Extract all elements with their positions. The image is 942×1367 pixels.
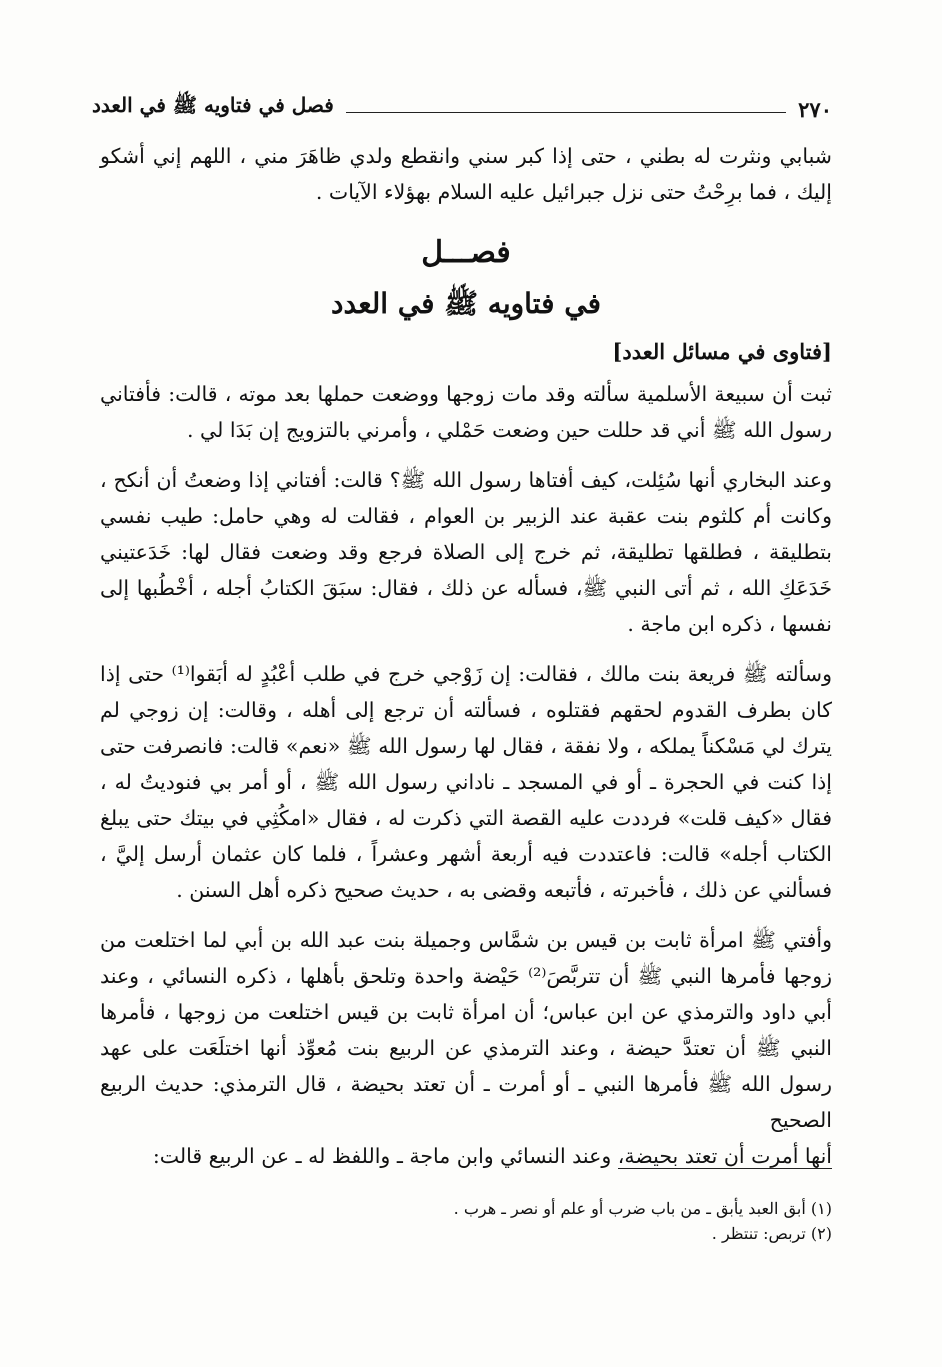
footnote-2: (٢) تربص: تنتظر . <box>711 1224 832 1243</box>
page-body <box>100 138 832 1188</box>
footnote-1: (١) أبق العبد يأبق ـ من باب ضرب أو علم أو نصر ـ هرب . <box>453 1199 832 1218</box>
running-title: فصل في فتاويه ﷺ في العدد <box>92 93 334 117</box>
header-rule <box>346 112 786 113</box>
paragraph-furaya: وسألته ﷺ فريعة بنت مالك ، فقالت: إن زَوْجي خرج في طلب أعْبُدٍ له أبَقوا⁽¹⁾ حتى إذا كان بطرف القدوم لحقهم فقتلوه ، فسألته أن ترجع إلى أهله ، وقالت: إن زوجي لم يترك لي مَسْكناً يملكه ، ولا نفقة ، فقال لها رسول الله ﷺ «نعم» قالت: فانصرفت حتى إذا كنت في الحجرة ـ أو في المسجد ـ ناداني رسول الله ﷺ ، أو أمر بي فنوديتُ له ، فقال «كيف قلت» فرددت عليه القصة التي ذكرت له ، فقال «امكُثِي في بيتك حتى يبلغ الكتاب أجله» قالت: فاعتددت فيه أربعة أشهر وعشراً ، فلما كان عثمان أرسل إليَّ ، فسألني عن ذلك ، فأخبرته ، فأتبعه وقضى به ، حديث صحيح ذكره أهل السنن . <box>100 662 832 902</box>
paragraph-khul-main: وأفتي ﷺ امرأة ثابت بن قيس بن شمَّاس وجميلة بنت عبد الله بن أبي لما اختلعت من زوجها فأمرها النبي ﷺ أن تتربَّصَ⁽²⁾ حَيْضة واحدة وتلحق بأهلها ، ذكره النسائي ، وعند أبي داود والترمذي عن ابن عباس؛ أن امرأة ثابت بن قيس اختلعت من زوجها ، فأمرها النبي ﷺ أن تعتدَّ حيضة ، وعند الترمذي عن الربيع بنت مُعوِّذ أنها اختلَعَت على عهد رسول الله ﷺ فأمرها النبي ـ أو أمرت ـ أن تعتد بحيضة ، قال الترمذي: حديث الربيع الصحيح <box>100 928 832 1132</box>
section-label: فصـــل <box>421 235 511 270</box>
paragraph-continuation: شبابي ونثرت له بطني ، حتى إذا كبر سني وانقطع ولدي ظاهَرَ مني ، اللهم إني أشكو إليك ، فما برِحْتُ حتى نزل جبرائيل عليه السلام بهؤلاء الآيات . <box>100 144 832 204</box>
paragraph-khul-tail: وعند النسائي وابن ماجة ـ واللفظ له ـ عن الربيع قالت: <box>152 1144 618 1168</box>
page-header <box>92 88 832 122</box>
footnotes <box>100 1196 832 1246</box>
subheading: [فتاوى في مسائل العدد] <box>612 339 832 364</box>
underlined-phrase: أنها أمرت أن تعتد بحيضة، <box>617 1144 832 1168</box>
section-title: في فتاويه ﷺ في العدد <box>331 287 601 320</box>
paragraph-subaya: ثبت أن سبيعة الأسلمية سألته وقد مات زوجها ووضعت حملها بعد موته ، قالت: فأفتاني رسول الله ﷺ أني قد حللت حين وضعت حَمْلي ، وأمرني بالتزويج إن بَدَا لي . <box>100 382 832 442</box>
paragraph-bukhari: وعند البخاري أنها سُئِلت، كيف أفتاها رسول الله ﷺ؟ قالت: أفتاني إذا وضعتُ أن أنكح ، وكانت أم كلثوم بنت عقبة عند الزبير بن العوام ، فقالت له وهي حامل: طيب نفسي بتطليقة ، فطلقها تطليقة، ثم خرج إلى الصلاة فرجع وقد وضعت فقال لها: خَدَعتيني خَدَعَكِ الله ، ثم أتى النبي ﷺ، فسأله عن ذلك ، فقال: سبَقَ الكتابُ أجله ، أخْطُبها إلى نفسها ، ذكره ابن ماجة . <box>100 468 832 636</box>
page-number: ٢٧٠ <box>798 97 832 122</box>
paragraph-khul <box>100 922 832 1174</box>
